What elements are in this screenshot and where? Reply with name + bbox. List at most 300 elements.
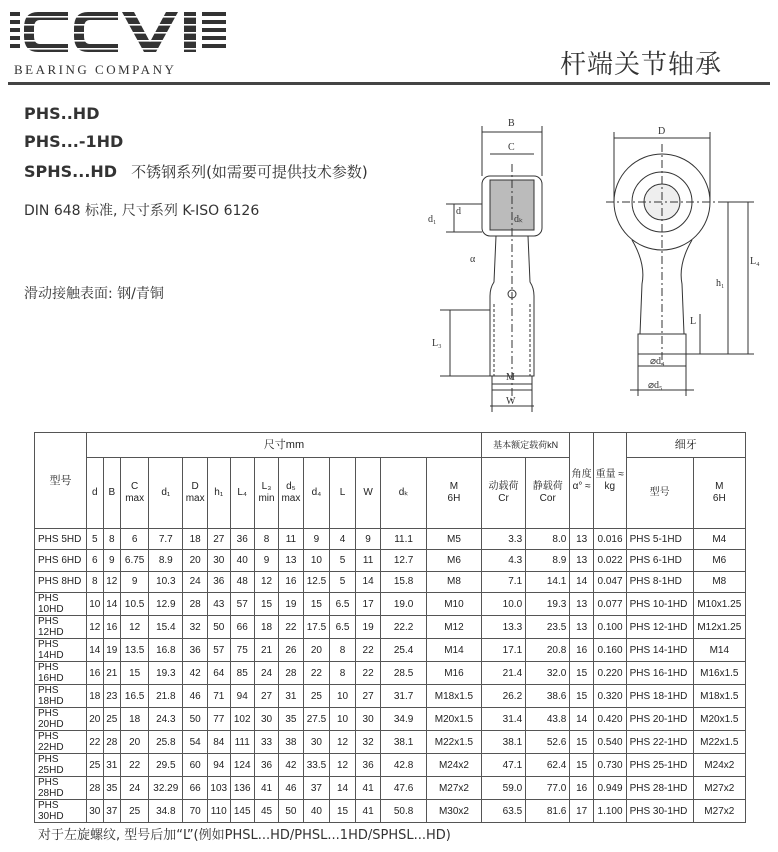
logo-subtitle: BEARING COMPANY bbox=[14, 62, 177, 77]
table-cell: 25.8 bbox=[149, 731, 183, 754]
col-model: 型号 bbox=[35, 433, 87, 529]
col-dyn-load bbox=[481, 458, 525, 529]
table-cell: 0.730 bbox=[593, 754, 626, 777]
table-cell: 28 bbox=[103, 731, 121, 754]
left-hand-thread-note: 对于左旋螺纹, 型号后加“L”(例如PHSL...HD/PHSL...1HD/SPHSL...HD) bbox=[38, 828, 451, 843]
col-L3-label: L₃ bbox=[261, 481, 272, 492]
label-alpha: α bbox=[470, 254, 476, 265]
table-cell: 17 bbox=[355, 593, 380, 616]
table-row bbox=[35, 616, 746, 639]
table-row bbox=[35, 571, 746, 592]
table-cell: M8 bbox=[426, 571, 481, 592]
table-cell: 22 bbox=[279, 616, 304, 639]
table-cell: 27 bbox=[355, 685, 380, 708]
table-cell: 15 bbox=[570, 662, 594, 685]
cell-model: PHS 18HD bbox=[35, 685, 87, 708]
label-h1: h₁ bbox=[716, 278, 725, 289]
table-cell: 7.1 bbox=[481, 571, 525, 592]
cell-fine-model: PHS 16-1HD bbox=[626, 662, 693, 685]
cell-model: PHS 20HD bbox=[35, 708, 87, 731]
table-cell: 4.3 bbox=[481, 550, 525, 571]
table-cell: 22 bbox=[355, 662, 380, 685]
table-cell: 22.2 bbox=[381, 616, 427, 639]
table-cell: 30 bbox=[207, 550, 230, 571]
table-cell: 66 bbox=[183, 777, 208, 800]
col-d5-sub: max bbox=[281, 493, 301, 504]
table-cell: 57 bbox=[207, 639, 230, 662]
group-dimensions: 尺寸mm bbox=[86, 433, 481, 458]
table-cell: M24x2 bbox=[426, 754, 481, 777]
col-fine-M-label: M bbox=[715, 481, 724, 492]
table-cell: 1.100 bbox=[593, 800, 626, 823]
table-cell: 103 bbox=[207, 777, 230, 800]
col-d4: d₄ bbox=[303, 458, 329, 529]
table-cell: 9 bbox=[103, 550, 121, 571]
table-cell: 77 bbox=[207, 708, 230, 731]
table-row bbox=[35, 685, 746, 708]
table-cell: 10 bbox=[330, 708, 356, 731]
table-cell: 17.1 bbox=[481, 639, 525, 662]
table-cell: 32 bbox=[355, 731, 380, 754]
table-cell: 16.8 bbox=[149, 639, 183, 662]
table-cell: 102 bbox=[230, 708, 254, 731]
table-cell: 5 bbox=[330, 550, 356, 571]
col-M-label: M bbox=[449, 481, 459, 492]
table-cell: 8.0 bbox=[526, 529, 570, 550]
table-cell: 15 bbox=[570, 754, 594, 777]
table-cell: 50 bbox=[207, 616, 230, 639]
table-cell: 110 bbox=[207, 800, 230, 823]
table-cell: 28.5 bbox=[381, 662, 427, 685]
table-cell: 19 bbox=[103, 639, 121, 662]
table-cell: M12x1.25 bbox=[693, 616, 745, 639]
table-cell: 25.4 bbox=[381, 639, 427, 662]
table-cell: 38.1 bbox=[481, 731, 525, 754]
table-cell: 30 bbox=[86, 800, 103, 823]
label-d5: ⌀d₅ bbox=[648, 380, 663, 391]
table-cell: 21.8 bbox=[149, 685, 183, 708]
logo-stripes bbox=[10, 12, 20, 48]
table-cell: 10.3 bbox=[149, 571, 183, 592]
table-cell: 14 bbox=[103, 593, 121, 616]
group-fine-thread: 细牙 bbox=[626, 433, 745, 458]
table-cell: M10x1.25 bbox=[693, 593, 745, 616]
table-cell: 13.5 bbox=[121, 639, 149, 662]
table-cell: 21 bbox=[254, 639, 278, 662]
table-cell: 6 bbox=[86, 550, 103, 571]
table-cell: 5 bbox=[86, 529, 103, 550]
table-cell: 8 bbox=[254, 529, 278, 550]
table-row bbox=[35, 662, 746, 685]
cell-fine-model: PHS 5-1HD bbox=[626, 529, 693, 550]
table-cell: 26.2 bbox=[481, 685, 525, 708]
table-cell: 28 bbox=[183, 593, 208, 616]
table-cell: 59.0 bbox=[481, 777, 525, 800]
cell-model: PHS 16HD bbox=[35, 662, 87, 685]
cell-fine-model: PHS 12-1HD bbox=[626, 616, 693, 639]
table-cell: 35 bbox=[103, 777, 121, 800]
table-cell: 0.100 bbox=[593, 616, 626, 639]
table-cell: M18x1.5 bbox=[426, 685, 481, 708]
label-d: d bbox=[456, 206, 461, 217]
table-cell: 19 bbox=[355, 616, 380, 639]
header-divider bbox=[8, 82, 770, 85]
table-cell: 9 bbox=[303, 529, 329, 550]
table-row bbox=[35, 550, 746, 571]
table-row bbox=[35, 800, 746, 823]
label-W: W bbox=[506, 396, 516, 407]
table-cell: M22x1.5 bbox=[693, 731, 745, 754]
col-dk: dₖ bbox=[381, 458, 427, 529]
table-cell: 33 bbox=[254, 731, 278, 754]
table-cell: 0.540 bbox=[593, 731, 626, 754]
cell-fine-model: PHS 10-1HD bbox=[626, 593, 693, 616]
table-cell: 10 bbox=[303, 550, 329, 571]
table-cell: 30 bbox=[355, 708, 380, 731]
table-cell: 24.3 bbox=[149, 708, 183, 731]
col-M-sub: 6H bbox=[447, 493, 461, 504]
table-cell: 15 bbox=[254, 593, 278, 616]
table-cell: M5 bbox=[426, 529, 481, 550]
col-d1: d₁ bbox=[149, 458, 183, 529]
table-cell: M27x2 bbox=[426, 777, 481, 800]
cell-model: PHS 8HD bbox=[35, 571, 87, 592]
col-L3-sub: min bbox=[258, 493, 275, 504]
table-cell: 24 bbox=[254, 662, 278, 685]
label-dk: dₖ bbox=[514, 214, 524, 225]
col-weight: 重量 ≈ kg bbox=[593, 433, 626, 529]
col-angle: 角度α° ≈ bbox=[570, 433, 594, 529]
table-cell: 32.0 bbox=[526, 662, 570, 685]
table-cell: 16 bbox=[279, 571, 304, 592]
table-cell: 50 bbox=[279, 800, 304, 823]
table-cell: 12 bbox=[330, 731, 356, 754]
table-cell: 6 bbox=[121, 529, 149, 550]
table-cell: 9 bbox=[121, 571, 149, 592]
table-cell: 32 bbox=[183, 616, 208, 639]
table-cell: 8 bbox=[103, 529, 121, 550]
table-cell: M14 bbox=[693, 639, 745, 662]
table-cell: 16 bbox=[570, 777, 594, 800]
table-cell: 31 bbox=[279, 685, 304, 708]
label-L3: L₃ bbox=[432, 338, 442, 349]
label-B: B bbox=[508, 118, 515, 129]
table-cell: 19.3 bbox=[149, 662, 183, 685]
table-cell: 9 bbox=[254, 550, 278, 571]
label-D: D bbox=[658, 126, 666, 137]
table-cell: 124 bbox=[230, 754, 254, 777]
series-phs-1hd: PHS...-1HD bbox=[24, 132, 124, 151]
label-d1: d₁ bbox=[428, 214, 437, 225]
cell-model: PHS 14HD bbox=[35, 639, 87, 662]
table-cell: 62.4 bbox=[526, 754, 570, 777]
label-L4: L₄ bbox=[750, 256, 760, 267]
table-cell: 8 bbox=[330, 662, 356, 685]
table-cell: 12 bbox=[86, 616, 103, 639]
table-cell: 41 bbox=[355, 800, 380, 823]
group-load: 基本额定载荷kN bbox=[481, 433, 569, 458]
cell-fine-model: PHS 14-1HD bbox=[626, 639, 693, 662]
col-W: W bbox=[355, 458, 380, 529]
table-cell: 42 bbox=[183, 662, 208, 685]
table-cell: 16 bbox=[86, 662, 103, 685]
col-stat-label: 静载荷 bbox=[532, 481, 563, 492]
table-cell: 43 bbox=[207, 593, 230, 616]
table-cell: 12.7 bbox=[381, 550, 427, 571]
table-cell: 0.949 bbox=[593, 777, 626, 800]
page-title: 杆端关节轴承 bbox=[560, 50, 723, 80]
table-cell: 36 bbox=[254, 754, 278, 777]
table-cell: 42.8 bbox=[381, 754, 427, 777]
table-cell: 34.8 bbox=[149, 800, 183, 823]
col-fine-model: 型号 bbox=[626, 458, 693, 529]
table-cell: 46 bbox=[183, 685, 208, 708]
table-cell: M14 bbox=[426, 639, 481, 662]
col-h1: h₁ bbox=[207, 458, 230, 529]
table-cell: 45 bbox=[254, 800, 278, 823]
table-cell: 23.5 bbox=[526, 616, 570, 639]
table-cell: 37 bbox=[303, 777, 329, 800]
col-stat-load bbox=[526, 458, 570, 529]
table-cell: 11 bbox=[355, 550, 380, 571]
table-cell: 63.5 bbox=[481, 800, 525, 823]
table-cell: 70 bbox=[183, 800, 208, 823]
col-D bbox=[183, 458, 208, 529]
table-cell: 0.320 bbox=[593, 685, 626, 708]
table-cell: 52.6 bbox=[526, 731, 570, 754]
cell-fine-model: PHS 25-1HD bbox=[626, 754, 693, 777]
col-L4: L₄ bbox=[230, 458, 254, 529]
table-cell: 50.8 bbox=[381, 800, 427, 823]
series-sphs-code: SPHS...HD bbox=[24, 162, 118, 181]
table-cell: 14.1 bbox=[526, 571, 570, 592]
table-cell: 41 bbox=[355, 777, 380, 800]
table-cell: M27x2 bbox=[693, 800, 745, 823]
table-cell: 12 bbox=[330, 754, 356, 777]
cell-fine-model: PHS 8-1HD bbox=[626, 571, 693, 592]
table-cell: 22 bbox=[303, 662, 329, 685]
table-cell: 10 bbox=[330, 685, 356, 708]
table-cell: M12 bbox=[426, 616, 481, 639]
table-cell: 15 bbox=[570, 731, 594, 754]
table-cell: 15 bbox=[570, 685, 594, 708]
table-cell: 81.6 bbox=[526, 800, 570, 823]
table-cell: 77.0 bbox=[526, 777, 570, 800]
table-row bbox=[35, 593, 746, 616]
table-cell: 41 bbox=[254, 777, 278, 800]
table-cell: M8 bbox=[693, 571, 745, 592]
table-cell: 29.5 bbox=[149, 754, 183, 777]
table-cell: 34.9 bbox=[381, 708, 427, 731]
table-cell: 75 bbox=[230, 639, 254, 662]
spec-table-body bbox=[35, 529, 746, 823]
label-d4: ⌀d₄ bbox=[650, 356, 665, 367]
table-cell: 18 bbox=[183, 529, 208, 550]
table-cell: 14 bbox=[355, 571, 380, 592]
table-cell: 37 bbox=[103, 800, 121, 823]
cell-model: PHS 30HD bbox=[35, 800, 87, 823]
table-cell: 10.0 bbox=[481, 593, 525, 616]
table-cell: 6.75 bbox=[121, 550, 149, 571]
series-sphs-hd bbox=[24, 161, 368, 182]
table-cell: M16 bbox=[426, 662, 481, 685]
table-cell: 47.6 bbox=[381, 777, 427, 800]
table-cell: 5 bbox=[330, 571, 356, 592]
table-cell: 40 bbox=[230, 550, 254, 571]
surface-note: 滑动接触表面: 钢/青铜 bbox=[24, 286, 164, 302]
table-cell: 33.5 bbox=[303, 754, 329, 777]
col-B: B bbox=[103, 458, 121, 529]
table-cell: M22x1.5 bbox=[426, 731, 481, 754]
table-cell: 15 bbox=[303, 593, 329, 616]
col-M bbox=[426, 458, 481, 529]
table-cell: 19.0 bbox=[381, 593, 427, 616]
col-fine-M-sub: 6H bbox=[712, 493, 726, 504]
table-cell: 0.220 bbox=[593, 662, 626, 685]
cell-fine-model: PHS 6-1HD bbox=[626, 550, 693, 571]
table-cell: 50 bbox=[183, 708, 208, 731]
table-cell: 57 bbox=[230, 593, 254, 616]
table-cell: 0.077 bbox=[593, 593, 626, 616]
table-cell: 6.5 bbox=[330, 616, 356, 639]
table-cell: 0.016 bbox=[593, 529, 626, 550]
col-fine-M bbox=[693, 458, 745, 529]
table-cell: 0.160 bbox=[593, 639, 626, 662]
table-cell: 38.6 bbox=[526, 685, 570, 708]
table-cell: 13 bbox=[570, 550, 594, 571]
col-dyn-label: 动载荷 bbox=[488, 481, 519, 492]
col-d: d bbox=[86, 458, 103, 529]
standard-note: DIN 648 标准, 尺寸系列 K-ISO 6126 bbox=[24, 203, 260, 219]
cell-model: PHS 25HD bbox=[35, 754, 87, 777]
table-cell: 54 bbox=[183, 731, 208, 754]
table-cell: 8 bbox=[330, 639, 356, 662]
table-cell: 42 bbox=[279, 754, 304, 777]
table-cell: 10 bbox=[86, 593, 103, 616]
table-cell: 36 bbox=[183, 639, 208, 662]
table-cell: 31.7 bbox=[381, 685, 427, 708]
table-cell: 0.022 bbox=[593, 550, 626, 571]
col-D-sub: max bbox=[185, 493, 205, 504]
col-stat-sub: Cor bbox=[539, 493, 556, 504]
table-cell: 24 bbox=[183, 571, 208, 592]
table-cell: 36 bbox=[230, 529, 254, 550]
table-cell: 25 bbox=[103, 708, 121, 731]
table-cell: 28 bbox=[279, 662, 304, 685]
cell-fine-model: PHS 30-1HD bbox=[626, 800, 693, 823]
table-row bbox=[35, 731, 746, 754]
table-cell: 21.4 bbox=[481, 662, 525, 685]
table-cell: 27 bbox=[207, 529, 230, 550]
table-cell: 20 bbox=[183, 550, 208, 571]
table-cell: 14 bbox=[330, 777, 356, 800]
label-C: C bbox=[508, 142, 515, 153]
table-cell: 60 bbox=[183, 754, 208, 777]
table-cell: 20 bbox=[121, 731, 149, 754]
table-cell: 35 bbox=[279, 708, 304, 731]
table-cell: 17 bbox=[570, 800, 594, 823]
table-cell: 31 bbox=[103, 754, 121, 777]
table-cell: 32.29 bbox=[149, 777, 183, 800]
rod-end-drawings bbox=[410, 114, 770, 414]
table-cell: 16.5 bbox=[121, 685, 149, 708]
col-D-label: D bbox=[191, 481, 199, 492]
table-cell: 12 bbox=[103, 571, 121, 592]
table-cell: 9 bbox=[355, 529, 380, 550]
cell-model: PHS 28HD bbox=[35, 777, 87, 800]
table-cell: 22 bbox=[355, 639, 380, 662]
table-cell: 8.9 bbox=[149, 550, 183, 571]
cell-model: PHS 6HD bbox=[35, 550, 87, 571]
table-cell: 8 bbox=[86, 571, 103, 592]
table-cell: 19.3 bbox=[526, 593, 570, 616]
table-cell: 11 bbox=[279, 529, 304, 550]
table-row bbox=[35, 777, 746, 800]
table-cell: 16 bbox=[570, 639, 594, 662]
cell-fine-model: PHS 22-1HD bbox=[626, 731, 693, 754]
table-cell: 14 bbox=[570, 571, 594, 592]
table-cell: 94 bbox=[230, 685, 254, 708]
table-cell: 12 bbox=[254, 571, 278, 592]
col-d5 bbox=[279, 458, 304, 529]
table-cell: 20 bbox=[86, 708, 103, 731]
spec-table bbox=[34, 432, 746, 823]
table-cell: 14 bbox=[570, 708, 594, 731]
table-cell: 12.9 bbox=[149, 593, 183, 616]
table-cell: 25 bbox=[121, 800, 149, 823]
table-cell: 13 bbox=[570, 593, 594, 616]
table-cell: 20 bbox=[303, 639, 329, 662]
series-phs-hd: PHS..HD bbox=[24, 104, 100, 123]
table-cell: 111 bbox=[230, 731, 254, 754]
col-L: L bbox=[330, 458, 356, 529]
table-cell: 20.8 bbox=[526, 639, 570, 662]
series-sphs-desc: 不锈钢系列(如需要可提供技术参数) bbox=[131, 163, 368, 181]
table-cell: 30 bbox=[303, 731, 329, 754]
cell-fine-model: PHS 20-1HD bbox=[626, 708, 693, 731]
table-cell: M30x2 bbox=[426, 800, 481, 823]
table-cell: 4 bbox=[330, 529, 356, 550]
table-cell: 30 bbox=[254, 708, 278, 731]
table-row bbox=[35, 754, 746, 777]
table-cell: M27x2 bbox=[693, 777, 745, 800]
table-cell: 23 bbox=[103, 685, 121, 708]
table-cell: 15 bbox=[330, 800, 356, 823]
table-cell: 145 bbox=[230, 800, 254, 823]
table-row bbox=[35, 639, 746, 662]
table-cell: M24x2 bbox=[693, 754, 745, 777]
table-row bbox=[35, 529, 746, 550]
col-C bbox=[121, 458, 149, 529]
table-cell: 43.8 bbox=[526, 708, 570, 731]
table-cell: 64 bbox=[207, 662, 230, 685]
table-cell: 38 bbox=[279, 731, 304, 754]
label-M: M bbox=[506, 372, 515, 383]
table-cell: 25 bbox=[86, 754, 103, 777]
company-logo bbox=[10, 6, 230, 66]
table-cell: 6.5 bbox=[330, 593, 356, 616]
col-C-sub: max bbox=[125, 493, 145, 504]
col-C-label: C bbox=[131, 481, 139, 492]
table-cell: 12 bbox=[121, 616, 149, 639]
cell-model: PHS 12HD bbox=[35, 616, 87, 639]
table-cell: M20x1.5 bbox=[693, 708, 745, 731]
table-cell: 18 bbox=[121, 708, 149, 731]
table-cell: 38.1 bbox=[381, 731, 427, 754]
table-cell: 40 bbox=[303, 800, 329, 823]
table-cell: 0.047 bbox=[593, 571, 626, 592]
table-cell: 136 bbox=[230, 777, 254, 800]
